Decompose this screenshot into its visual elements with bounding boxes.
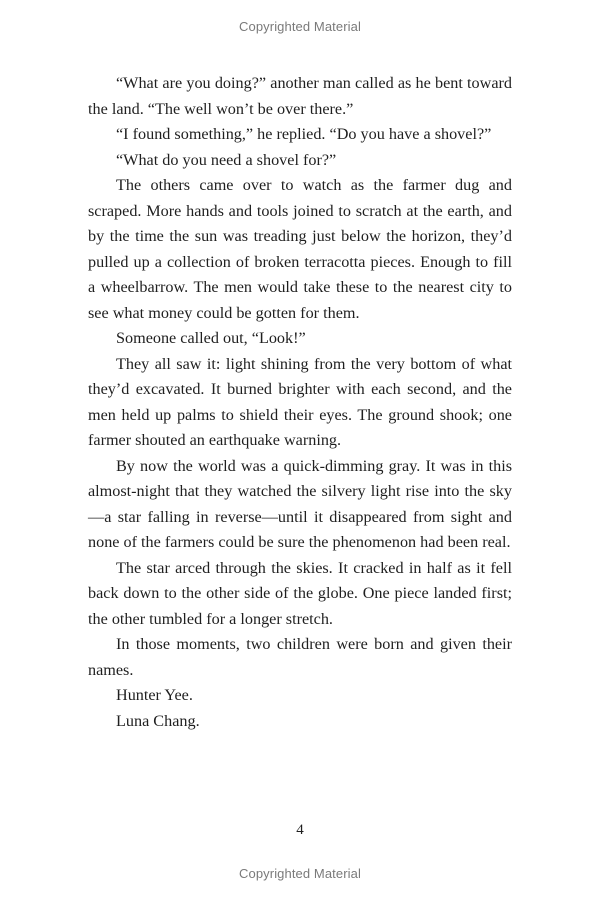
paragraph: Someone called out, “Look!”	[116, 329, 306, 347]
paragraph: Luna Chang.	[116, 711, 200, 730]
header-watermark: Copyrighted Material	[239, 19, 361, 34]
paragraph: They all saw it: light shining from the very bottom of what they’d excavated. It burned brighter with each second, and the men held up palms to shield their eyes. The ground shook; one farmer shouted an earthquake warning.	[88, 354, 512, 449]
paragraph: “What do you need a shovel for?”	[116, 150, 337, 169]
body-text	[88, 71, 512, 734]
paragraph: “I found something,” he replied. “Do you have a shovel?”	[116, 125, 492, 143]
page-number: 4	[296, 822, 304, 838]
paragraph: Hunter Yee.	[116, 686, 193, 704]
paragraph: “What are you doing?” another man called as he bent toward the land. “The well won’t be over there.”	[88, 74, 512, 118]
footer-watermark: Copyrighted Material	[239, 866, 361, 881]
paragraph: The others came over to watch as the farmer dug and scraped. More hands and tools joined to scratch at the earth, and by the time the sun was treading just below the horizon, they’d pulled up a collection of broken terracotta pieces. Enough to fill a wheelbarrow. The men would take these to the nearest city to see what money could be gotten for them.	[88, 176, 512, 322]
paragraph: In those moments, two children were born and given their names.	[88, 635, 512, 679]
paragraph: By now the world was a quick-dimming gray. It was in this almost-night that they watched the silvery light rise into the sky—a star falling in reverse—until it disappeared from sight and none of the farmers could be sure the phenomenon had been real.	[88, 456, 512, 551]
paragraph: The star arced through the skies. It cracked in half as it fell back down to the other side of the globe. One piece landed first; the other tumbled for a longer stretch.	[88, 558, 512, 628]
